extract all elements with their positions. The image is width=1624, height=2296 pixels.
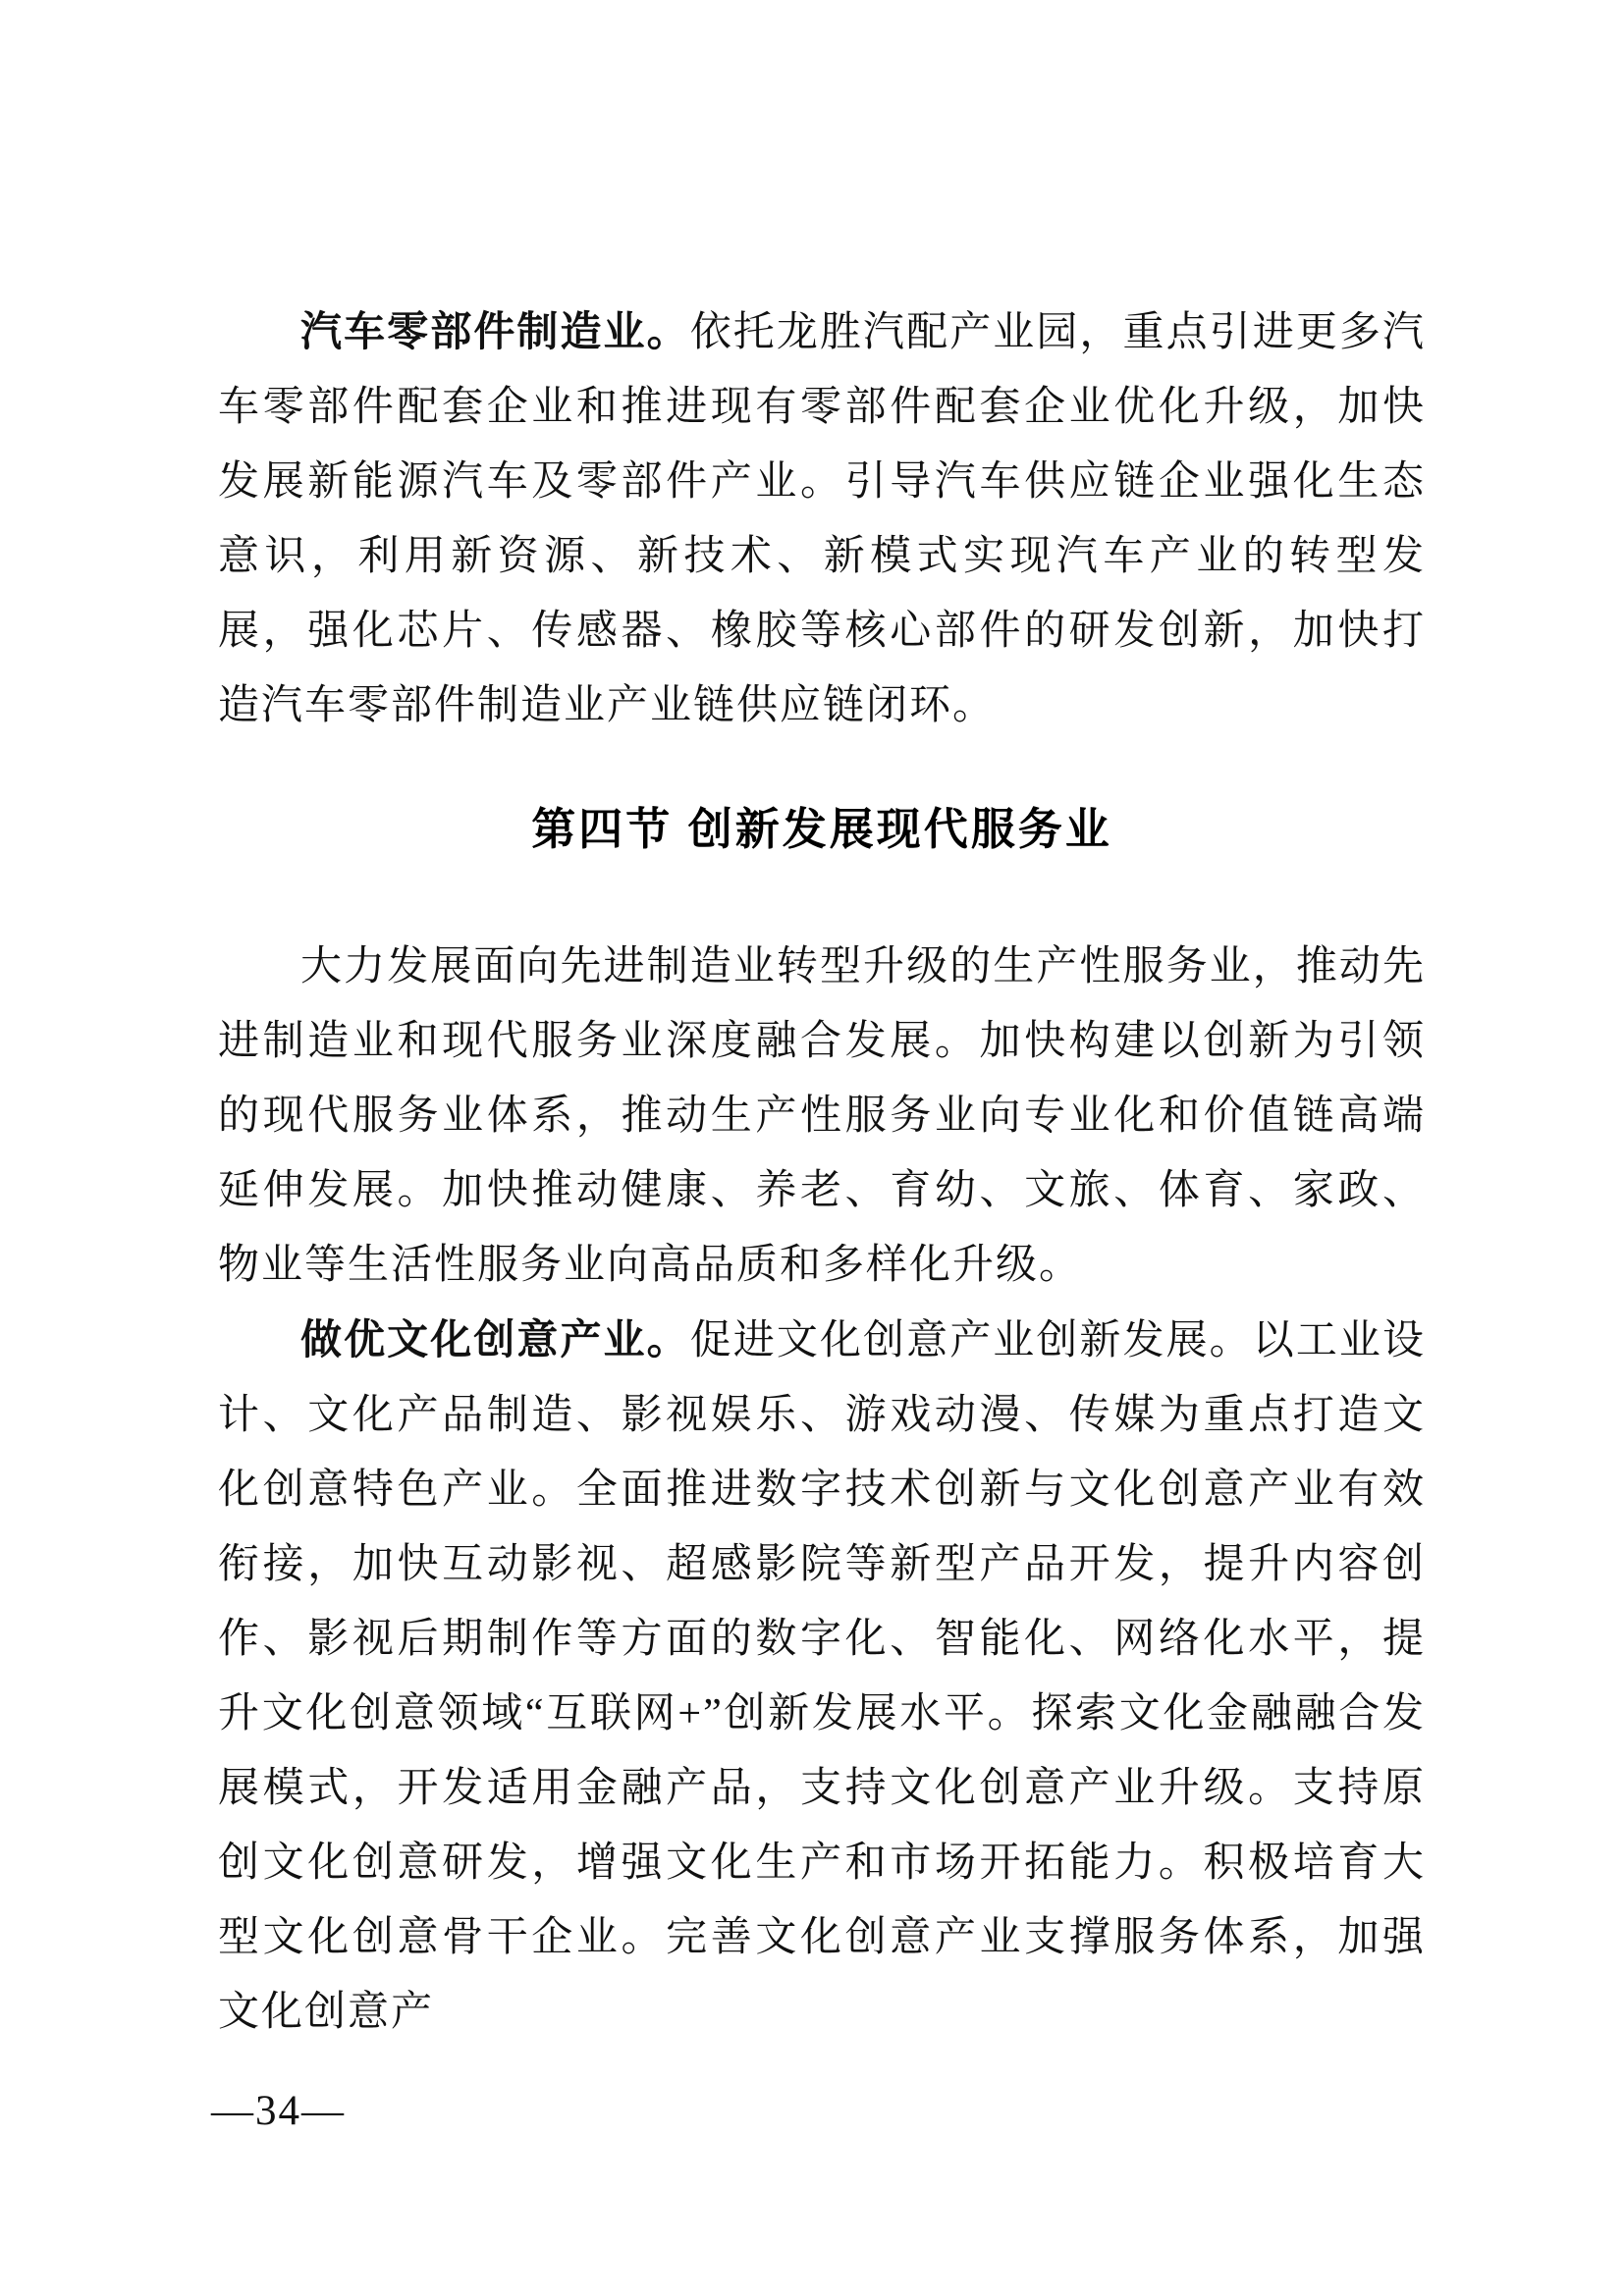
paragraph-body-text: 大力发展面向先进制造业转型升级的生产性服务业，推动先进制造业和现代服务业深度融合发展。加快构建以创新为引领的现代服务业体系，推动生产性服务业向专业化和价值链高端延伸发展。加快推动健康、养老、育幼、文旅、体育、家政、物业等生活性服务业向高品质和多样化升级。 xyxy=(218,944,1426,1288)
page-number: —34— xyxy=(211,2088,346,2134)
section-heading: 第四节 创新发展现代服务业 xyxy=(531,804,1112,854)
paragraph-bold-lead-cultural-creative: 做优文化创意产业。 xyxy=(300,1316,690,1362)
paragraph-modern-services xyxy=(218,930,1426,1303)
paragraph-bold-lead-auto-parts: 汽车零部件制造业。 xyxy=(300,308,690,354)
paragraph-body-text: 促进文化创意产业创新发展。以工业设计、文化产品制造、影视娱乐、游戏动漫、传媒为重点打造文化创意特色产业。全面推进数字技术创新与文化创意产业有效衔接，加快互动影视、超感影院等新型产品开发，提升内容创作、影视后期制作等方面的数字化、智能化、网络化水平，提升文化创意领域“互联网+”创新发展水平。探索文化金融融合发展模式，开发适用金融产品，支持文化创意产业升级。支持原创文化创意研发，增强文化生产和市场开拓能力。积极培育大型文化创意骨干企业。完善文化创意产业支撑服务体系，加强文化创意产 xyxy=(218,1318,1426,2035)
page-content xyxy=(218,294,1426,2050)
paragraph-body-text: 依托龙胜汽配产业园，重点引进更多汽车零部件配套企业和推进现有零部件配套企业优化升级，加快发展新能源汽车及零部件产业。引导汽车供应链企业强化生态意识，利用新资源、新技术、新模式实现汽车产业的转型发展，强化芯片、传感器、橡胶等核心部件的研发创新，加快打造汽车零部件制造业产业链供应链闭环。 xyxy=(218,310,1426,728)
paragraph-auto-parts-manufacturing xyxy=(218,294,1426,743)
paragraph-cultural-creative-industry xyxy=(218,1303,1426,2050)
